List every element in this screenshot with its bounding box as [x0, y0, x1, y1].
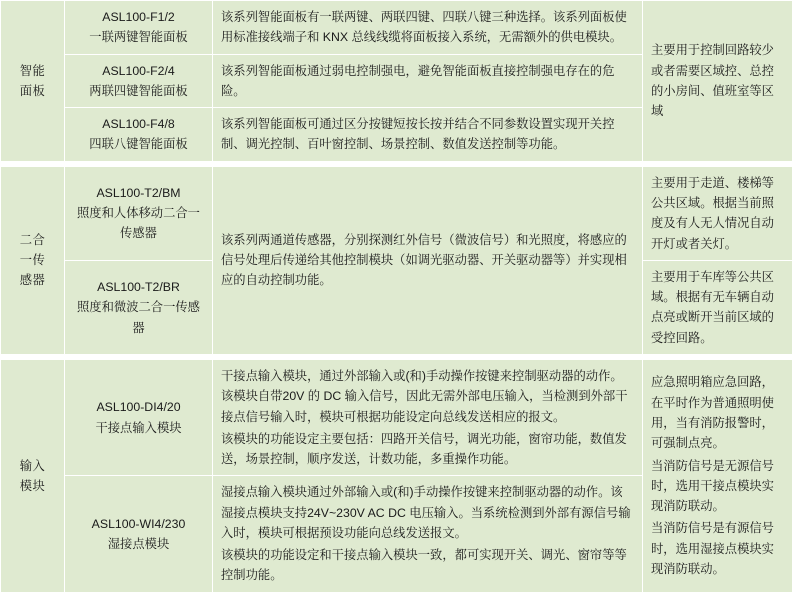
- usage-cell-sensor-bm: 主要用于走道、楼梯等公共区域。根据当前照度及有人无人情况自动开灯或者关灯。: [643, 166, 792, 260]
- category-cell-sensor: 二合 一传 感器: [1, 166, 65, 354]
- description-paragraph: 干接点输入模块，通过外部输入或(和)手动操作按键来控制驱动器的动作。该模块自带20V 的 DC 输入信号，因此无需外部电压输入，当检测到外部干接点信号输入时，模块可根据功能设定向总线发送相应的报文。: [221, 368, 628, 424]
- table-row: [1, 1, 792, 55]
- table-body: [1, 1, 792, 593]
- description-cell-f4-8: 该系列智能面板可通过区分按键短按长按并结合不同参数设置实现开关控制、调光控制、百叶窗控制、场景控制、数值发送控制等功能。: [213, 108, 643, 162]
- model-cell-f2-4: ASL100-F2/4 两联四键智能面板: [65, 54, 213, 108]
- model-cell-f4-8: ASL100-F4/8 四联八键智能面板: [65, 108, 213, 162]
- model-cell-t2-br: ASL100-T2/BR 照度和微波二合一传感器: [65, 260, 213, 354]
- description-cell-wi4-230: [213, 476, 643, 592]
- description-paragraph: 该模块的功能设定和干接点输入模块一致，都可实现开关、调光、窗帘等等控制功能。: [221, 548, 627, 583]
- table-row: [1, 359, 792, 475]
- table-row: [1, 166, 792, 260]
- description-paragraph: 该模块的功能设定主要包括：四路开关信号，调光功能，窗帘功能，数值发送，场景控制，顺序发送，计数功能，多重操作功能。: [221, 431, 627, 467]
- description-cell-f2-4: 该系列智能面板通过弱电控制强电，避免智能面板直接控制强电存在的危险。: [213, 54, 643, 108]
- usage-paragraph: 当消防信号是有源信号时，选用湿接点模块实现消防联动。: [651, 521, 774, 576]
- usage-paragraph: 应急照明箱应急回路，在平时作为普通照明使用，当有消防报警时，可强制点亮。: [651, 375, 774, 451]
- usage-cell-sensor-br: 主要用于车库等公共区域。根据有无车辆自动点亮或断开当前区域的受控回路。: [643, 260, 792, 354]
- model-cell-t2-bm: ASL100-T2/BM 照度和人体移动二合一传感器: [65, 166, 213, 260]
- description-cell-di4-20: [213, 359, 643, 475]
- usage-paragraph: 当消防信号是无源信号时，选用干接点模块实现消防联动。: [651, 458, 774, 514]
- category-cell-panel: 智能 面板: [1, 1, 65, 162]
- usage-cell-panel: 主要用于控制回路较少或者需要区域控、总控的小房间、值班室等区域: [643, 1, 792, 162]
- model-cell-di4-20: ASL100-DI4/20 干接点输入模块: [65, 359, 213, 475]
- category-cell-input-module: 输入 模块: [1, 359, 65, 592]
- model-cell-f1-2: ASL100-F1/2 一联两键智能面板: [65, 1, 213, 55]
- model-cell-wi4-230: ASL100-WI4/230 湿接点模块: [65, 476, 213, 592]
- description-cell-f1-2: 该系列智能面板有一联两键、两联四键、四联八键三种选择。该系列面板使用标准接线端子和 KNX 总线线缆将面板接入系统，无需额外的供电模块。: [213, 1, 643, 55]
- description-paragraph: 湿接点输入模块通过外部输入或(和)手动操作按键来控制驱动器的动作。该湿接点模块支持24V~230V AC DC 电压输入。当系统检测到外部有源信号输入时，模块可根据预设功能向总线发送报文。: [221, 485, 631, 540]
- usage-cell-input-module: [643, 359, 792, 592]
- description-cell-sensor: 该系列两通道传感器，分别探测红外信号（微波信号）和光照度，将感应的信号处理后传递给其他控制模块（如调光驱动器、开关驱动器等）并实现相应的自动控制功能。: [213, 166, 643, 354]
